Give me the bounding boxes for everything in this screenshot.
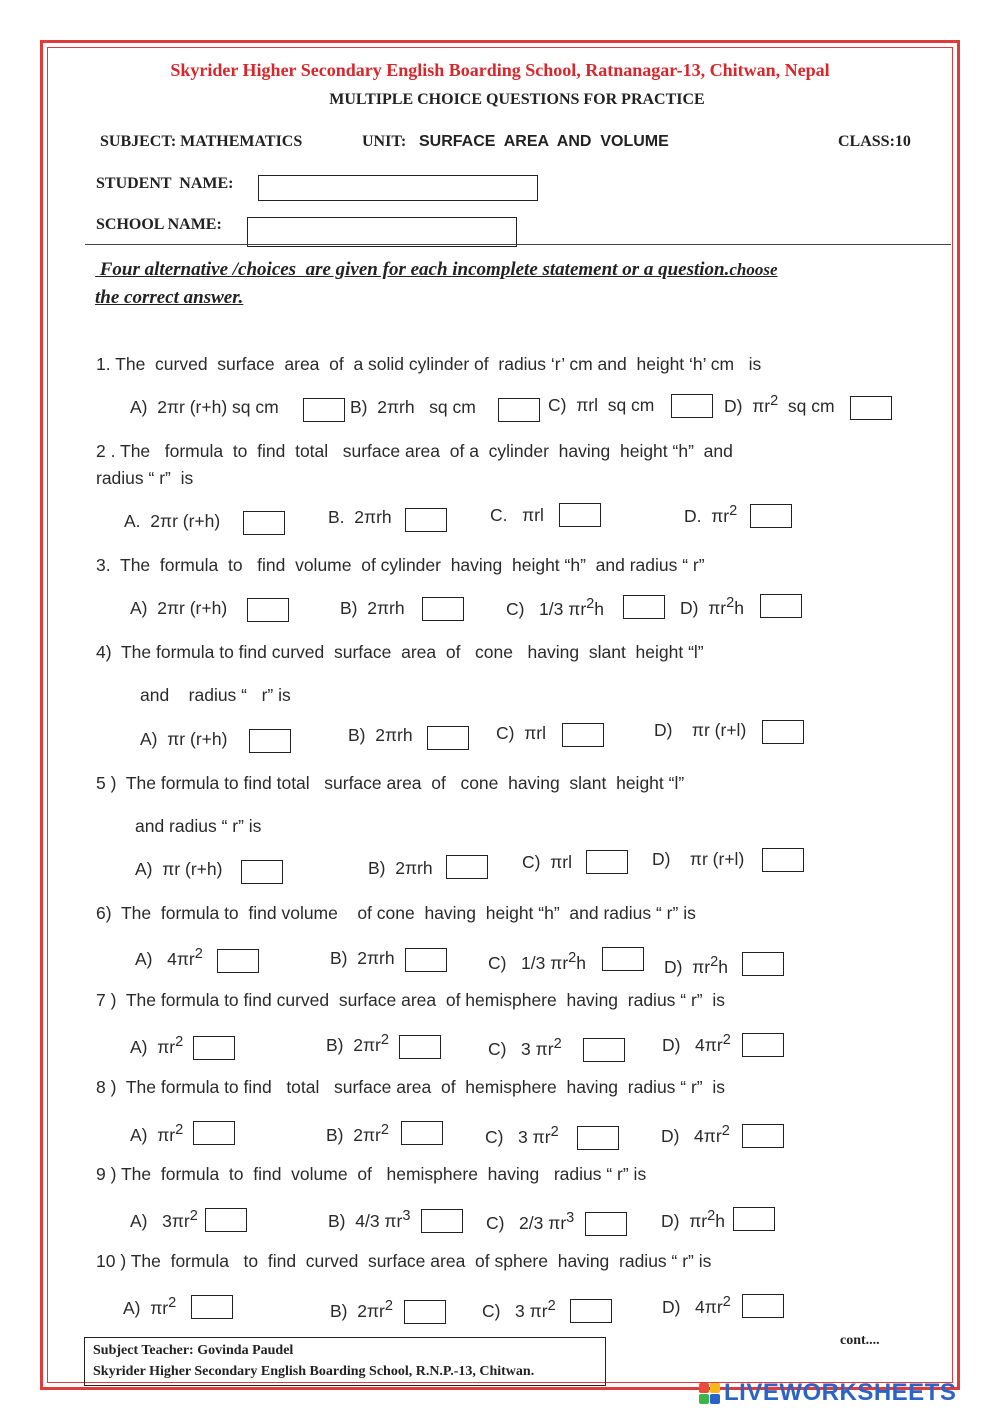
school-title: Skyrider Higher Secondary English Boarding School, Ratnanagar-13, Chitwan, Nepal xyxy=(170,60,830,80)
question-9-option-a-answer-box[interactable] xyxy=(205,1208,247,1232)
question-2-option-a-label: A. 2πr (r+h) xyxy=(124,511,221,531)
question-4-option-a-label: A) πr (r+h) xyxy=(140,729,228,749)
question-2-option-a-answer-box[interactable] xyxy=(243,511,285,535)
school-name-input[interactable] xyxy=(247,217,517,247)
student-name-input[interactable] xyxy=(258,175,538,201)
question-8-option-c-label: C) 3 $\pi r^2$ xyxy=(485,1124,559,1147)
question-8-option-d-answer-box[interactable] xyxy=(742,1124,784,1148)
question-3-option-b-label: B) 2πrh xyxy=(340,598,405,618)
question-8-option-b-label: B) $2\pi r^2$ xyxy=(326,1122,389,1145)
question-3-option-b-answer-box[interactable] xyxy=(422,597,464,621)
question-5-option-a-label: A) πr (r+h) xyxy=(135,859,223,879)
question-7-option-a-answer-box[interactable] xyxy=(193,1036,235,1060)
question-3-option-d-label: D) $\pi r^2h$ xyxy=(680,595,744,618)
question-10-option-b-label: B) $2\pi r^2$ xyxy=(330,1298,393,1321)
question-5-option-c-answer-box[interactable] xyxy=(586,850,628,874)
question-6-option-b-label: B) 2πrh xyxy=(330,948,395,968)
question-8-text: 8 ) The formula to find total surface area of hemisphere having radius “ r” is xyxy=(96,1077,725,1097)
question-4-option-b-label: B) 2πrh xyxy=(348,725,413,745)
question-1-option-c-label: C) πrl sq cm xyxy=(548,395,655,415)
question-5-option-a-answer-box[interactable] xyxy=(241,860,283,884)
liveworksheets-logo-icon xyxy=(699,1383,721,1405)
question-6-option-c-answer-box[interactable] xyxy=(602,947,644,971)
question-8-option-a-label: A) $\pi r^2$ xyxy=(130,1122,184,1145)
question-7-option-c-label: C) 3 $\pi r^2$ xyxy=(488,1036,562,1059)
unit-value: SURFACE AREA AND VOLUME xyxy=(419,133,669,150)
question-10-option-c-label: C) 3 $\pi r^2$ xyxy=(482,1298,556,1321)
question-3-option-d-answer-box[interactable] xyxy=(760,594,802,618)
question-5-option-b-label: B) 2πrh xyxy=(368,858,433,878)
question-3-option-a-label: A) 2πr (r+h) xyxy=(130,598,228,618)
question-4-option-d-answer-box[interactable] xyxy=(762,720,804,744)
instructions xyxy=(95,256,955,312)
worksheet-subtitle: MULTIPLE CHOICE QUESTIONS FOR PRACTICE xyxy=(329,91,705,108)
question-6-option-a-answer-box[interactable] xyxy=(217,949,259,973)
unit-label: UNIT: xyxy=(362,133,407,150)
question-7-option-d-answer-box[interactable] xyxy=(742,1033,784,1057)
question-4-text: and radius “ r” is xyxy=(140,685,291,705)
instructions-line2: the correct answer. xyxy=(95,287,244,308)
footer-teacher: Subject Teacher: Govinda Paudel xyxy=(93,1343,294,1358)
question-5-option-d-answer-box[interactable] xyxy=(762,848,804,872)
question-2-text: radius “ r” is xyxy=(96,468,194,488)
footer-school: Skyrider Higher Secondary English Boarding School, R.N.P.-13, Chitwan. xyxy=(93,1364,535,1379)
question-7-option-a-label: A) $\pi r^2$ xyxy=(130,1034,184,1057)
question-9-option-c-label: C) 2/3 $\pi r^3$ xyxy=(486,1210,575,1233)
question-10-option-a-answer-box[interactable] xyxy=(191,1295,233,1319)
question-2-option-b-answer-box[interactable] xyxy=(405,508,447,532)
question-6-text: 6) The formula to find volume of cone having height “h” and radius “ r” is xyxy=(96,903,696,923)
question-6-option-a-label: A) $4\pi r^2$ xyxy=(135,946,203,969)
footer-box xyxy=(84,1337,606,1386)
question-2-option-c-answer-box[interactable] xyxy=(559,503,601,527)
question-2-option-c-label: C. πrl xyxy=(490,505,544,525)
question-1-option-d-label: D) $\pi r^2$ sq cm xyxy=(724,393,835,416)
question-4-option-a-answer-box[interactable] xyxy=(249,729,291,753)
question-7-option-b-answer-box[interactable] xyxy=(399,1035,441,1059)
question-8-option-b-answer-box[interactable] xyxy=(401,1121,443,1145)
question-4-option-c-label: C) πrl xyxy=(496,723,546,743)
student-name-label: STUDENT NAME: xyxy=(96,175,234,192)
question-5-option-b-answer-box[interactable] xyxy=(446,855,488,879)
question-1-option-b-answer-box[interactable] xyxy=(498,398,540,422)
question-2-option-b-label: B. 2πrh xyxy=(328,507,392,527)
question-6-option-c-label: C) 1/3 $\pi r^2h$ xyxy=(488,950,586,973)
question-4-option-b-answer-box[interactable] xyxy=(427,726,469,750)
question-2-option-d-answer-box[interactable] xyxy=(750,504,792,528)
question-2-text: 2 . The formula to find total surface area of a cylinder having height “h” and xyxy=(96,441,733,461)
question-1-option-c-answer-box[interactable] xyxy=(671,394,713,418)
question-9-text: 9 ) The formula to find volume of hemisphere having radius “ r” is xyxy=(96,1164,647,1184)
continued-label: cont.... xyxy=(840,1333,880,1348)
question-6-option-d-answer-box[interactable] xyxy=(742,952,784,976)
question-3-option-c-answer-box[interactable] xyxy=(623,595,665,619)
question-9-option-a-label: A) $3\pi r^2$ xyxy=(130,1208,198,1231)
question-3-text: 3. The formula to find volume of cylinder having height “h” and radius “ r” xyxy=(96,555,705,575)
question-4-option-d-label: D) πr (r+l) xyxy=(654,720,747,740)
question-3-option-c-label: C) 1/3 $\pi r^2h$ xyxy=(506,596,604,619)
instructions-tail: choose xyxy=(729,260,778,279)
question-10-option-d-answer-box[interactable] xyxy=(742,1294,784,1318)
question-9-option-b-label: B) 4/3 $\pi r^3$ xyxy=(328,1208,411,1231)
question-10-option-a-label: A) $\pi r^2$ xyxy=(123,1295,177,1318)
school-name-label: SCHOOL NAME: xyxy=(96,216,222,233)
question-5-option-c-label: C) πrl xyxy=(522,852,572,872)
question-7-option-b-label: B) $2\pi r^2$ xyxy=(326,1032,389,1055)
question-5-option-d-label: D) πr (r+l) xyxy=(652,849,745,869)
header-divider xyxy=(85,244,951,245)
question-1-option-a-answer-box[interactable] xyxy=(303,398,345,422)
question-5-text: and radius “ r” is xyxy=(135,816,262,836)
question-7-text: 7 ) The formula to find curved surface area of hemisphere having radius “ r” is xyxy=(96,990,725,1010)
question-1-option-a-label: A) 2πr (r+h) sq cm xyxy=(130,397,279,417)
question-9-option-d-answer-box[interactable] xyxy=(733,1207,775,1231)
instructions-main: Four alternative /choices are given for each incomplete statement or a question. xyxy=(95,259,730,280)
question-9-option-c-answer-box[interactable] xyxy=(585,1212,627,1236)
question-8-option-c-answer-box[interactable] xyxy=(577,1126,619,1150)
question-10-option-b-answer-box[interactable] xyxy=(404,1300,446,1324)
question-8-option-a-answer-box[interactable] xyxy=(193,1121,235,1145)
question-3-option-a-answer-box[interactable] xyxy=(247,598,289,622)
subject-label: SUBJECT: MATHEMATICS xyxy=(100,133,303,150)
question-2-option-d-label: D. $\pi r^2$ xyxy=(684,503,738,526)
question-10-option-c-answer-box[interactable] xyxy=(570,1299,612,1323)
question-4-option-c-answer-box[interactable] xyxy=(562,723,604,747)
question-10-text: 10 ) The formula to find curved surface area of sphere having radius “ r” is xyxy=(96,1251,712,1271)
question-5-text: 5 ) The formula to find total surface area of cone having slant height “l” xyxy=(96,773,685,793)
question-8-option-d-label: D) $4\pi r^2$ xyxy=(661,1123,730,1146)
question-7-option-d-label: D) $4\pi r^2$ xyxy=(662,1032,731,1055)
class-label: CLASS:10 xyxy=(838,133,911,150)
question-9-option-d-label: D) $\pi r^2h$ xyxy=(661,1208,725,1231)
question-1-text: 1. The curved surface area of a solid cylinder of radius ‘r’ cm and height ‘h’ cm is xyxy=(96,354,762,374)
question-4-text: 4) The formula to find curved surface area of cone having slant height “l” xyxy=(96,642,704,662)
question-1-option-d-answer-box[interactable] xyxy=(850,396,892,420)
question-10-option-d-label: D) $4\pi r^2$ xyxy=(662,1294,731,1317)
question-6-option-d-label: D) $\pi r^2h$ xyxy=(664,954,728,977)
liveworksheets-brand: LIVEWORKSHEETS xyxy=(724,1379,957,1406)
question-6-option-b-answer-box[interactable] xyxy=(405,948,447,972)
question-1-option-b-label: B) 2πrh sq cm xyxy=(350,397,476,417)
question-9-option-b-answer-box[interactable] xyxy=(421,1209,463,1233)
question-7-option-c-answer-box[interactable] xyxy=(583,1038,625,1062)
